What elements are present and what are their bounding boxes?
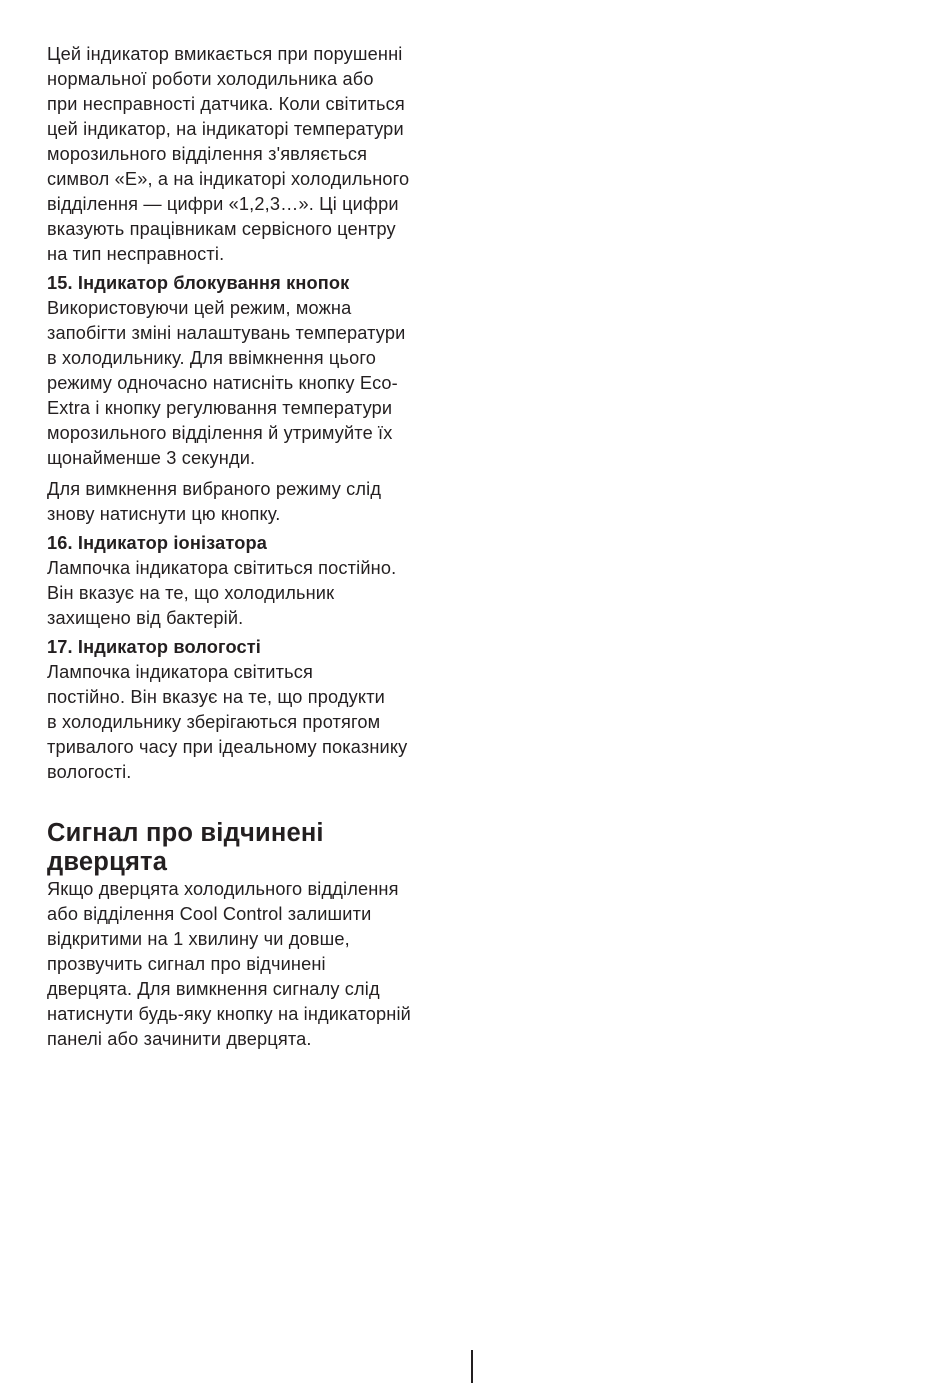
text-line: постійно. Він вказує на те, що продукти xyxy=(47,687,385,707)
text-line: на тип несправності. xyxy=(47,244,225,264)
item-16-paragraph xyxy=(47,556,477,631)
text-line: або відділення Cool Control залишити xyxy=(47,904,372,924)
intro-paragraph xyxy=(47,42,477,267)
text-line: захищено від бактерій. xyxy=(47,608,244,628)
item-17-section xyxy=(47,635,477,785)
text-line: вологості. xyxy=(47,762,132,782)
door-alarm-title xyxy=(47,819,477,877)
text-line: морозильного відділення й утримуйте їх xyxy=(47,423,393,443)
text-line: Якщо дверцята холодильного відділення xyxy=(47,879,399,899)
text-line: знову натиснути цю кнопку. xyxy=(47,504,281,524)
text-line: Лампочка індикатора світиться постійно. xyxy=(47,558,397,578)
text-line: дверцята. Для вимкнення сигналу слід xyxy=(47,979,380,999)
text-line: символ «E», а на індикаторі холодильного xyxy=(47,169,410,189)
text-line: Використовуючи цей режим, можна xyxy=(47,298,352,318)
text-line: щонайменше 3 секунди. xyxy=(47,448,256,468)
text-line: при несправності датчика. Коли світиться xyxy=(47,94,405,114)
text-line: натиснути будь-яку кнопку на індикаторній xyxy=(47,1004,411,1024)
text-line: Лампочка індикатора світиться xyxy=(47,662,313,682)
text-line: цей індикатор, на індикаторі температури xyxy=(47,119,404,139)
text-line: нормальної роботи холодильника або xyxy=(47,69,374,89)
page-divider-bar xyxy=(471,1350,473,1383)
text-line: вказують працівникам сервісного центру xyxy=(47,219,396,239)
text-line: тривалого часу при ідеальному показнику xyxy=(47,737,408,757)
text-line: відділення — цифри «1,2,3…». Ці цифри xyxy=(47,194,399,214)
text-line: прозвучить сигнал про відчинені xyxy=(47,954,326,974)
text-line: Для вимкнення вибраного режиму слід xyxy=(47,479,382,499)
text-line: Цей індикатор вмикається при порушенні xyxy=(47,44,403,64)
item-16-section xyxy=(47,531,477,631)
item-17-paragraph xyxy=(47,660,477,785)
text-line: відкритими на 1 хвилину чи довше, xyxy=(47,929,350,949)
item-16-heading: 16. Індикатор іонізатора xyxy=(47,533,267,553)
text-line: в холодильнику зберігаються протягом xyxy=(47,712,381,732)
item-15-paragraph xyxy=(47,296,477,471)
text-line: в холодильнику. Для ввімкнення цього xyxy=(47,348,377,368)
door-alarm-paragraph xyxy=(47,877,477,1052)
item-17-heading: 17. Індикатор вологості xyxy=(47,637,262,657)
item-15-paragraph-2 xyxy=(47,477,477,527)
title-line: дверцята xyxy=(47,848,168,876)
item-15-heading: 15. Індикатор блокування кнопок xyxy=(47,273,350,293)
text-line: Він вказує на те, що холодильник xyxy=(47,583,335,603)
text-line: режиму одночасно натисніть кнопку Eco- xyxy=(47,373,398,393)
text-line: Extra і кнопку регулювання температури xyxy=(47,398,393,418)
item-15-section xyxy=(47,271,477,527)
title-line: Сигнал про відчинені xyxy=(47,819,324,847)
document-column xyxy=(47,42,477,1052)
text-line: запобігти зміні налаштувань температури xyxy=(47,323,406,343)
text-line: панелі або зачинити дверцята. xyxy=(47,1029,312,1049)
text-line: морозильного відділення з'являється xyxy=(47,144,368,164)
